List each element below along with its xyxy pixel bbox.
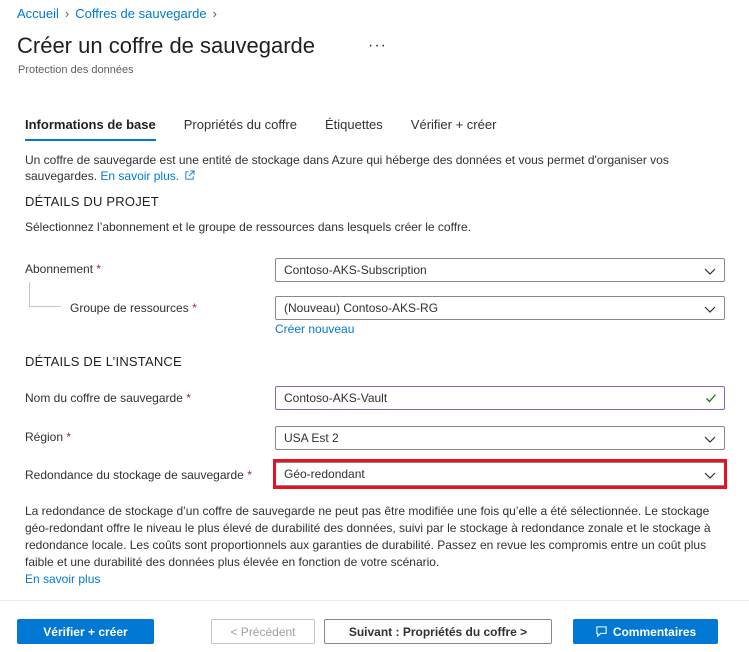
feedback-label: Commentaires [612,624,697,639]
required-asterisk: * [192,301,197,315]
learn-more-link[interactable]: En savoir plus [25,572,101,586]
feedback-icon [595,625,608,638]
review-create-button[interactable]: Vérifier + créer [17,619,154,644]
tab-basics[interactable]: Informations de base [25,117,156,141]
tab-review-create[interactable]: Vérifier + créer [410,117,497,132]
redundancy-note-text: La redondance de stockage d’un coffre de sauvegarde ne peut pas être modifiée une fois qu’elle a été sélectionnée. Le stockage géo-redondant offre le niveau le plus élevé de durabilité des données, suivi par le stockage à redondance zonale et le stockage à redondance locale. Les coûts sont proportionnels aux garanties de durabilité. Passez en revue les compromis entre un coût plus faible et une durabilité des données plus élevée en fonction de votre scénario. [25,504,711,569]
resource-group-label [70,301,197,315]
resource-group-value: (Nouveau) Contoso-AKS-RG [284,301,439,315]
previous-button[interactable]: < Précédent [211,619,315,644]
subscription-label [25,262,101,276]
page-title: Créer un coffre de sauvegarde [17,33,315,58]
highlight-box [273,459,727,489]
subscription-dropdown[interactable] [275,258,725,282]
instance-details-heading: DÉTAILS DE L’INSTANCE [25,354,182,369]
vault-name-label [25,391,191,405]
subscription-value: Contoso-AKS-Subscription [284,263,427,277]
feedback-button[interactable] [573,619,718,644]
chevron-right-icon: › [64,6,70,21]
create-new-resource-group-link[interactable]: Créer nouveau [275,322,355,336]
redundancy-label [25,468,252,482]
project-details-help: Sélectionnez l’abonnement et le groupe de ressources dans lesquels créer le coffre. [25,220,472,234]
redundancy-label-text: Redondance du stockage de sauvegarde [25,468,244,482]
redundancy-note [25,503,715,588]
more-options-icon[interactable]: ··· [368,37,387,54]
required-asterisk: * [186,391,191,405]
tab-bar [25,117,524,141]
region-label-text: Région [25,430,64,444]
region-value: USA Est 2 [284,431,339,445]
region-dropdown[interactable] [275,426,725,450]
checkmark-icon [705,392,717,404]
chevron-right-icon: › [212,6,217,21]
footer-divider [0,600,749,601]
vault-name-value: Contoso-AKS-Vault [284,391,388,405]
vault-name-label-text: Nom du coffre de sauvegarde [25,391,183,405]
project-details-heading: DÉTAILS DU PROJET [25,194,159,209]
chevron-down-icon [704,303,716,315]
tab-tags[interactable]: Étiquettes [324,117,383,132]
required-asterisk: * [96,262,102,276]
breadcrumb-backup-vaults-link[interactable]: Coffres de sauvegarde [75,6,207,21]
breadcrumb-home-link[interactable]: Accueil [17,6,59,21]
subscription-label-text: Abonnement [25,262,94,276]
resource-group-dropdown[interactable] [275,296,725,320]
tree-connector [29,306,61,307]
required-asterisk: * [66,430,72,444]
region-label [25,430,71,444]
resource-group-label-text: Groupe de ressources [70,301,189,315]
external-link-icon[interactable] [184,170,195,181]
tree-connector [29,282,30,306]
page-subtitle: Protection des données [18,64,134,76]
tab-vault-properties[interactable]: Propriétés du coffre [183,117,297,132]
redundancy-value: Géo-redondant [284,467,365,481]
chevron-down-icon [704,265,716,277]
breadcrumb [17,6,217,21]
intro-text: Un coffre de sauvegarde est une entité de stockage dans Azure qui héberge des données et vous permet d'organiser vos sauvegardes. [25,153,669,183]
chevron-down-icon [704,433,716,445]
intro-description [25,152,725,184]
required-asterisk: * [247,468,252,482]
vault-name-input[interactable] [275,386,725,410]
next-button[interactable]: Suivant : Propriétés du coffre > [324,619,552,644]
learn-more-link[interactable]: En savoir plus. [100,169,180,183]
